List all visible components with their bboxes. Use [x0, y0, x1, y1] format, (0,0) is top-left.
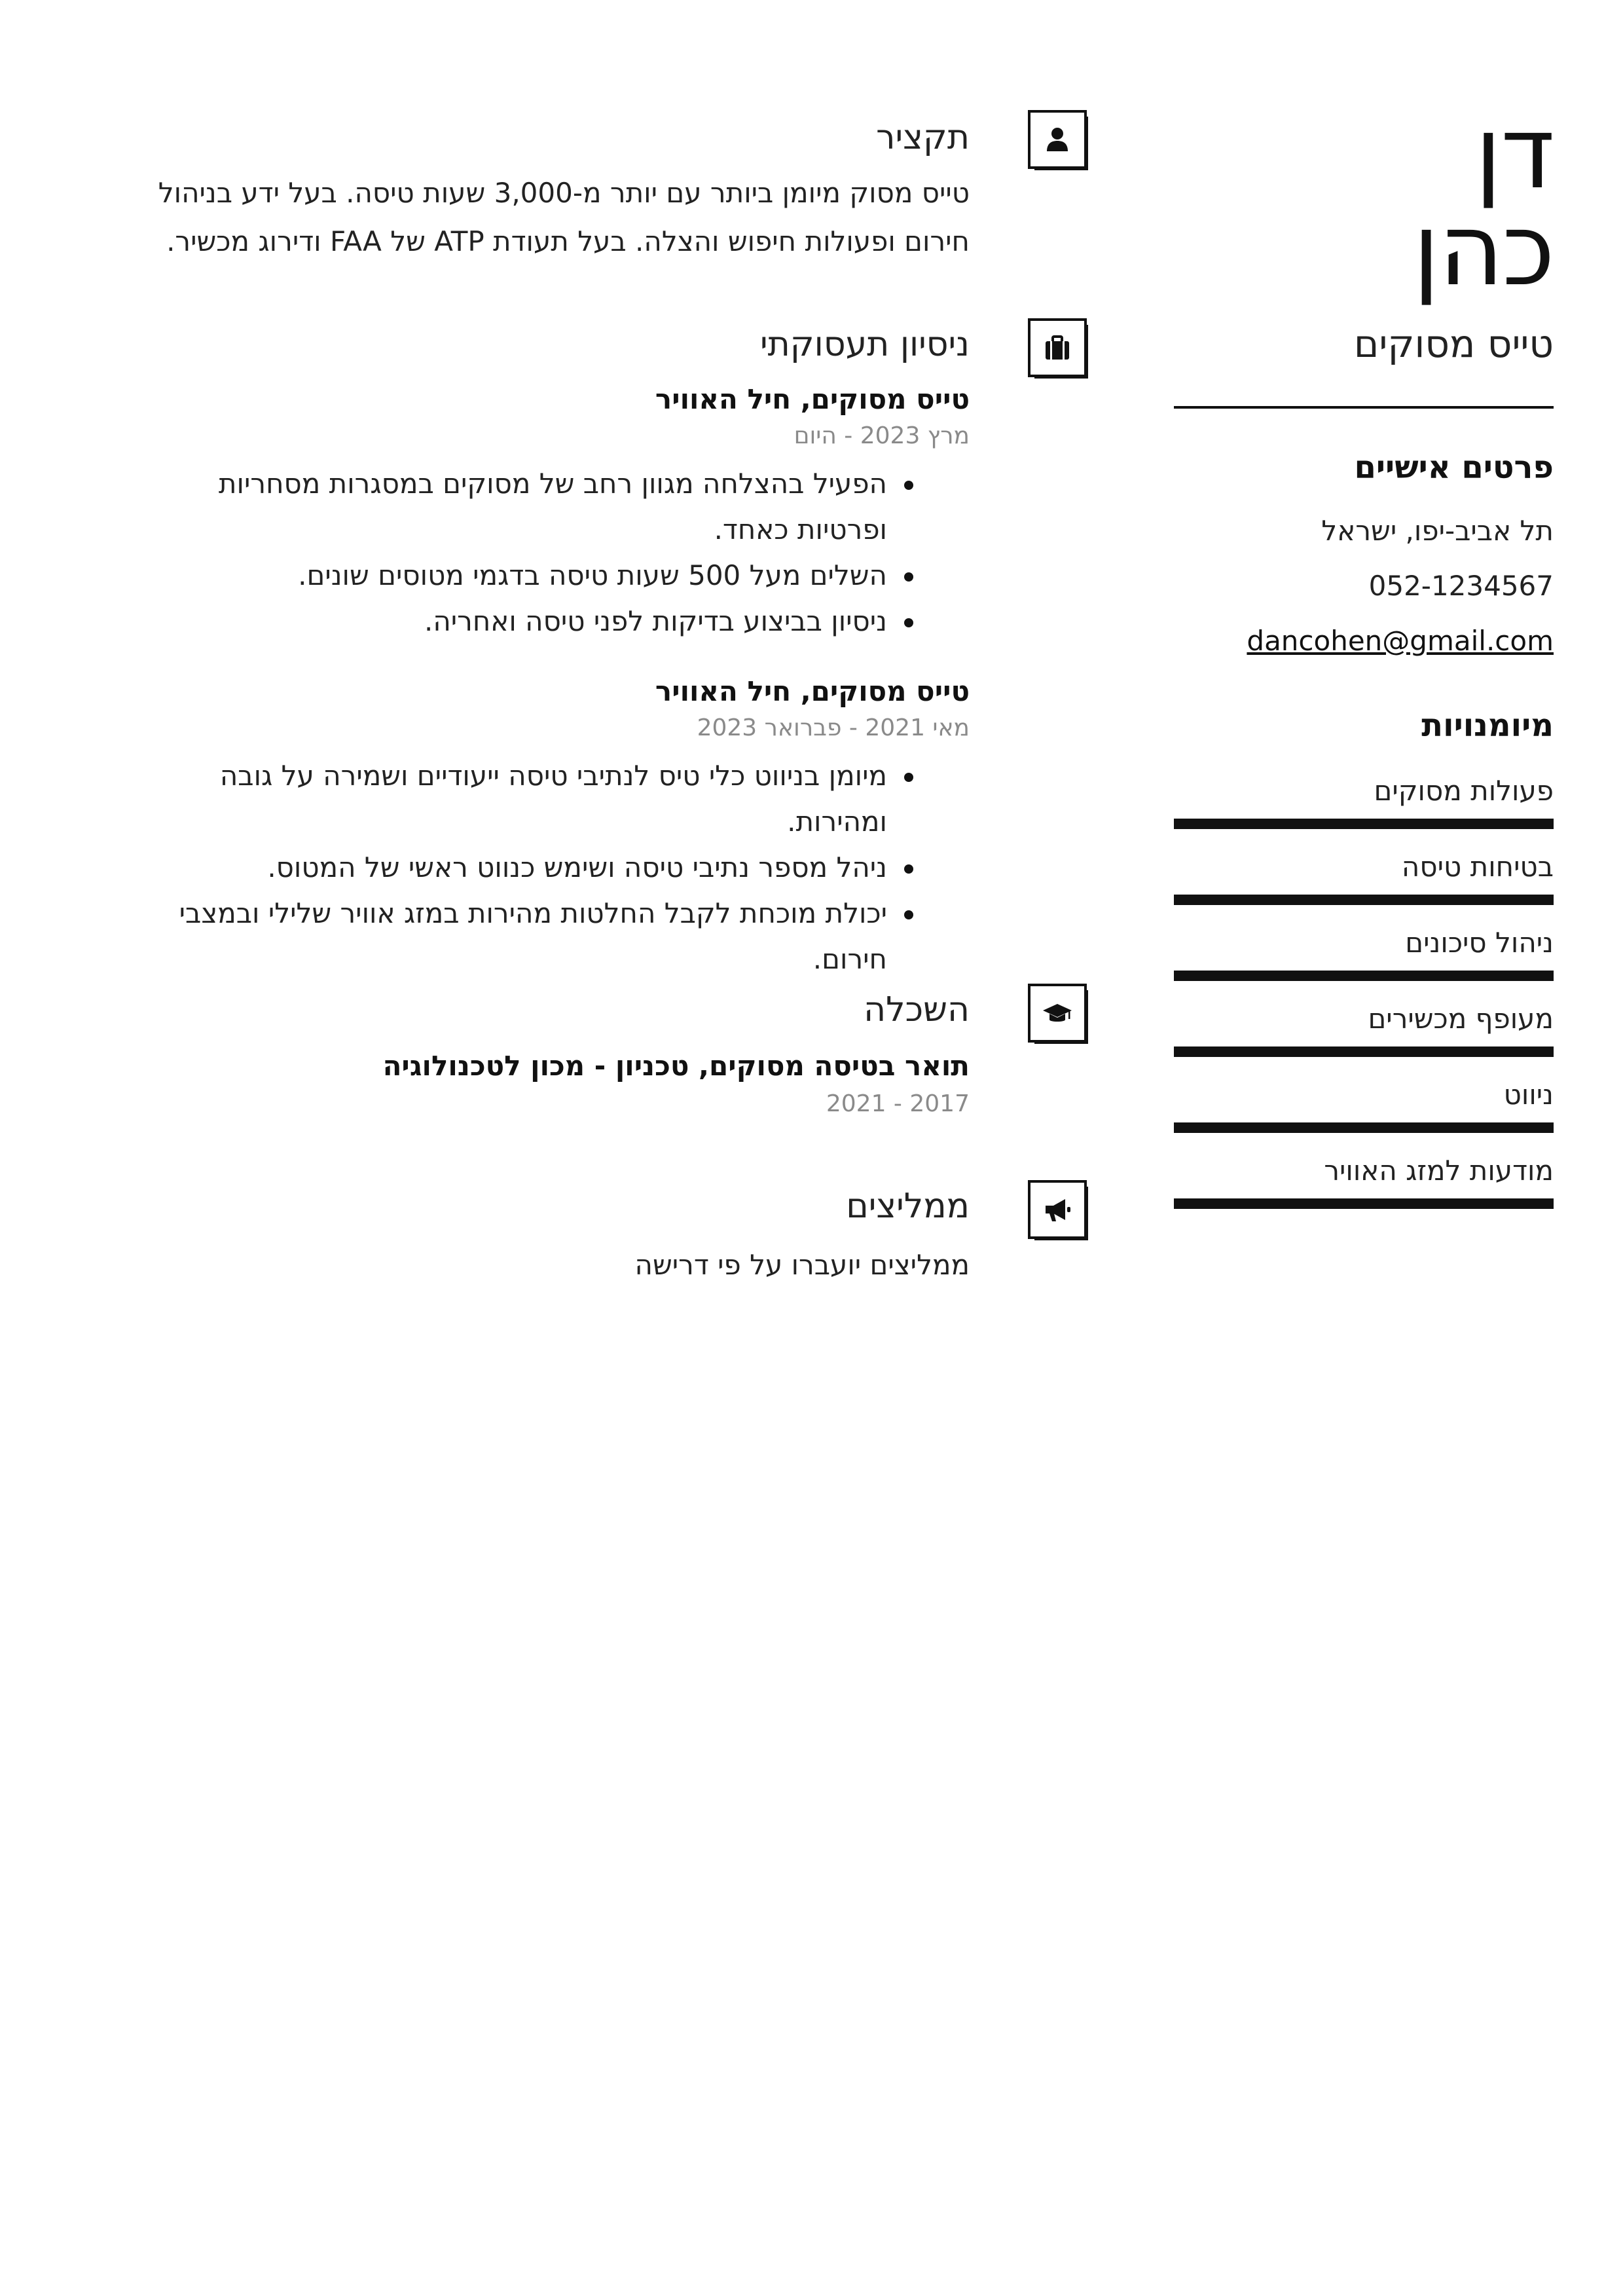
graduation-cap-icon	[1028, 984, 1087, 1043]
bullet-item: ניהל מספר נתיבי טיסה ושימש כנווט ראשי של המטוס.	[125, 845, 970, 891]
sidebar	[1174, 95, 1554, 1209]
bullet-item: השלים מעל 500 שעות טיסה בדגמי מטוסים שונים.	[125, 553, 970, 599]
bullet-item: מיומן בניווט כלי טיס לנתיבי טיסה ייעודיים ושמירה על גובה ומהירות.	[125, 753, 970, 845]
summary-section	[125, 117, 970, 266]
skill-level-bar	[1174, 819, 1554, 829]
first-name: דן	[1474, 95, 1554, 211]
education-title: השכלה	[864, 990, 970, 1029]
skill-level-bar	[1174, 1122, 1554, 1133]
job-dates: מרץ 2023 - היום	[793, 422, 970, 449]
skill-level-bar	[1174, 1046, 1554, 1057]
job-heading: טייס מסוקים, חיל האוויר	[655, 383, 970, 415]
job-heading: טייס מסוקים, חיל האוויר	[655, 675, 970, 707]
summary-text: טייס מסוק מיומן ביותר עם יותר מ-3,000 שעות טיסה. בעל ידע בניהול חירום ופעולות חיפוש והצלה. בעל תעודת ATP של FAA ודירוג מכשיר.	[158, 177, 970, 257]
skill-item	[1174, 773, 1554, 829]
experience-title: ניסיון תעסוקתי	[759, 325, 970, 364]
skills-heading: מיומנויות	[1421, 707, 1554, 744]
job-bullets	[125, 461, 970, 644]
megaphone-icon	[1028, 1180, 1087, 1239]
experience-section	[125, 324, 970, 982]
skill-label: ניווט	[1503, 1079, 1554, 1111]
phone: 052-1234567	[1368, 570, 1554, 602]
skill-item	[1174, 1153, 1554, 1209]
user-icon	[1028, 110, 1087, 169]
location: תל אביב-יפו, ישראל	[1321, 515, 1554, 547]
references-text: ממליצים יועברו על פי דרישה	[634, 1249, 970, 1281]
skill-item	[1174, 1001, 1554, 1057]
job-title: טייס מסוקים	[1353, 322, 1554, 366]
job-dates: מאי 2021 - פברואר 2023	[697, 714, 970, 741]
skills-list	[1174, 773, 1554, 1209]
skill-item	[1174, 1077, 1554, 1133]
sidebar-divider	[1174, 406, 1554, 409]
skill-level-bar	[1174, 971, 1554, 981]
education-dates: 2017 - 2021	[826, 1090, 970, 1117]
skill-label: בטיחות טיסה	[1401, 851, 1554, 883]
job-entry	[125, 381, 970, 644]
skill-level-bar	[1174, 895, 1554, 905]
bullet-item: ניסיון בביצוע בדיקות לפני טיסה ואחריה.	[125, 599, 970, 644]
briefcase-icon	[1028, 318, 1087, 377]
references-section	[125, 1185, 970, 1284]
job-entry	[125, 673, 970, 982]
job-bullets	[125, 753, 970, 982]
skill-label: פעולות מסוקים	[1374, 775, 1554, 807]
skill-label: מודעות למזג האוויר	[1324, 1155, 1554, 1187]
skill-item	[1174, 925, 1554, 981]
skill-label: ניהול סיכונים	[1405, 927, 1554, 959]
skill-label: מעופף מכשירים	[1368, 1003, 1554, 1035]
email-link[interactable]: dancohen@gmail.com	[1247, 625, 1554, 657]
bullet-item: יכולת מוכחת לקבל החלטות מהירות במזג אוויר שלילי ובמצבי חירום.	[125, 891, 970, 982]
summary-title: תקציר	[876, 118, 970, 157]
personal-details-heading: פרטים אישיים	[1354, 449, 1554, 486]
references-title: ממליצים	[846, 1187, 970, 1226]
last-name: כהן	[1412, 192, 1554, 308]
education-section	[125, 989, 970, 1120]
skill-level-bar	[1174, 1198, 1554, 1209]
bullet-item: הפעיל בהצלחה מגוון רחב של מסוקים במסגרות מסחריות ופרטיות כאחד.	[125, 461, 970, 553]
education-degree: תואר בטיסה מסוקים, טכניון - מכון לטכנולוגיה	[382, 1050, 970, 1082]
skill-item	[1174, 849, 1554, 905]
